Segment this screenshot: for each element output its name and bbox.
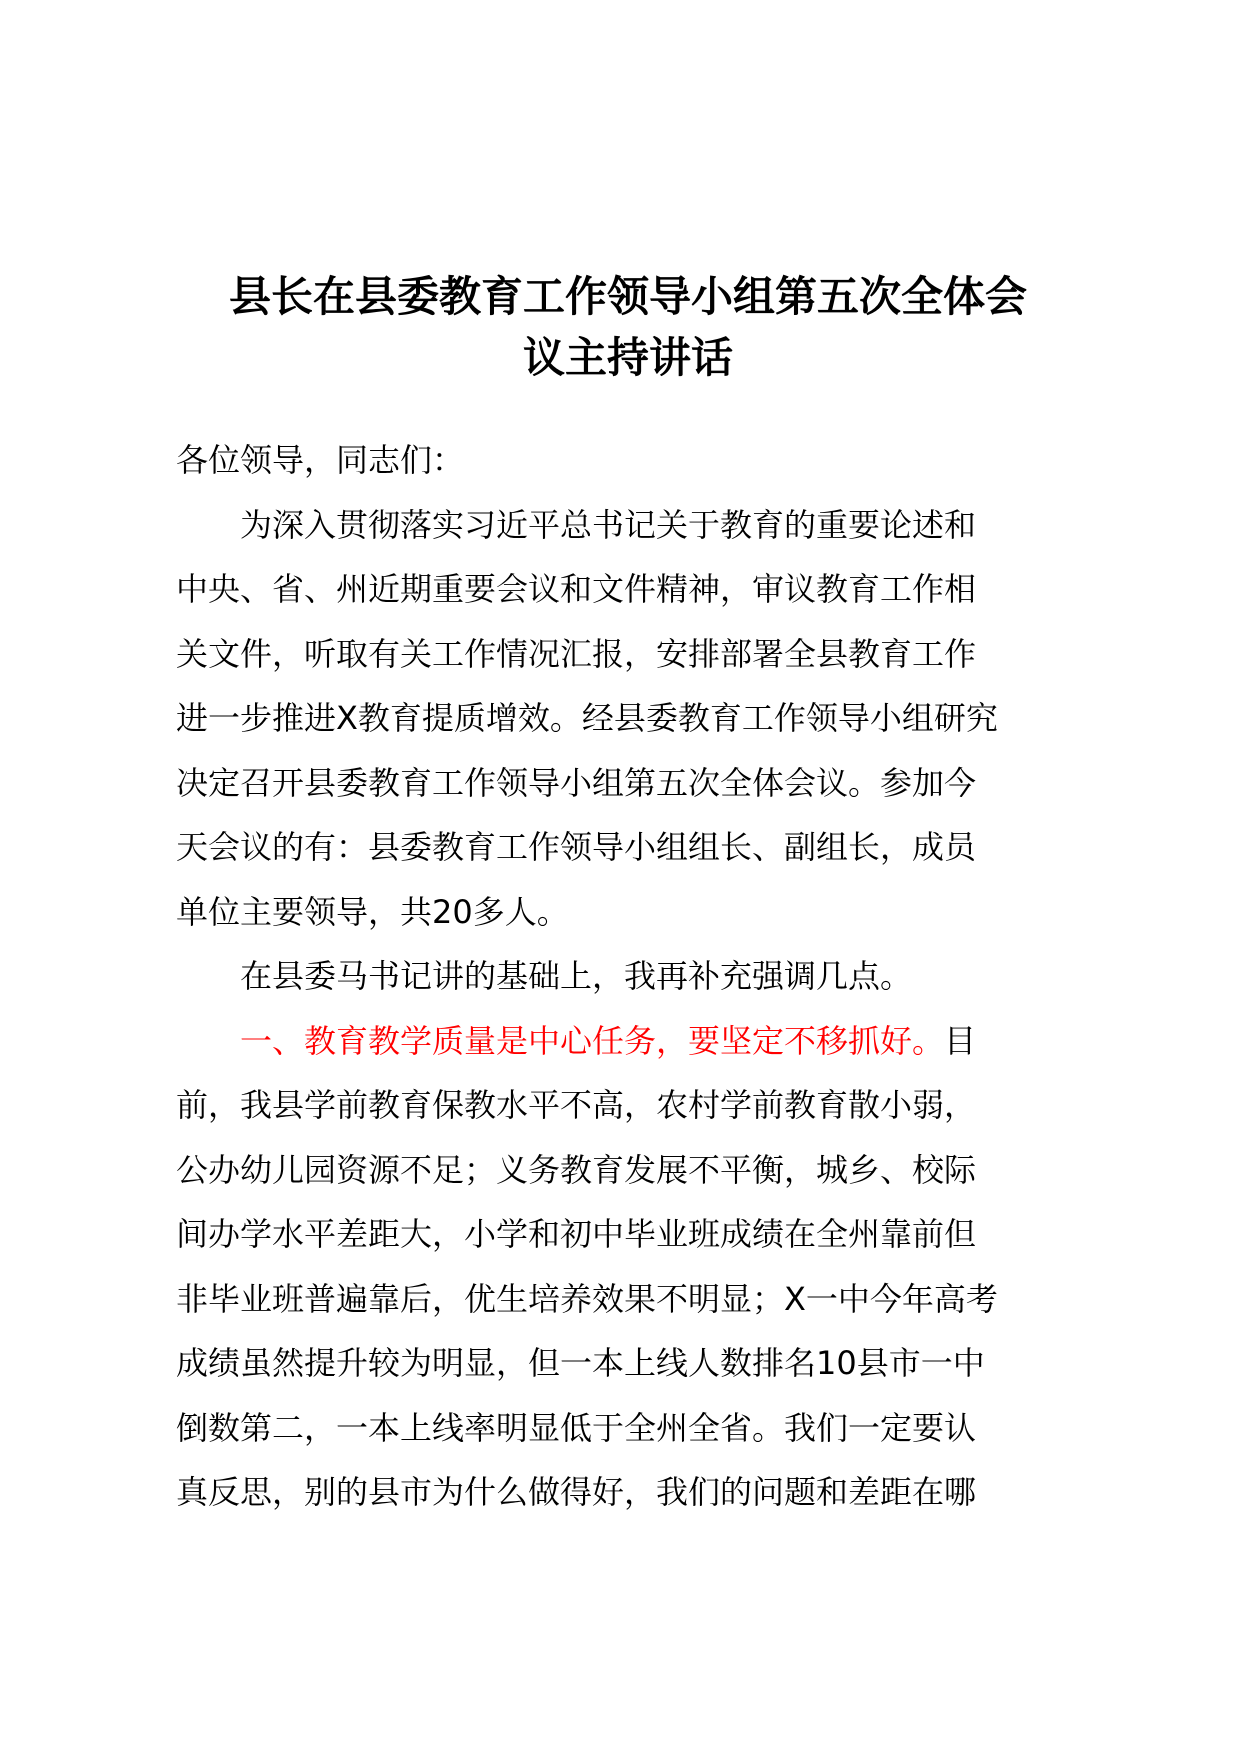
paragraph-3-line: 真反思，别的县市为什么做得好，我们的问题和差距在哪 — [176, 1473, 977, 1511]
paragraph-1-line: 单位主要领导，共20多人。 — [176, 892, 569, 931]
paragraph-1-line: 进一步推进X教育提质增效。经县委教育工作领导小组研究 — [176, 699, 998, 737]
paragraph-1-line: 天会议的有：县委教育工作领导小组组长、副组长，成员 — [176, 828, 977, 866]
paragraph-1-line: 决定召开县委教育工作领导小组第五次全体会议。参加今 — [176, 763, 977, 802]
paragraph-3-line: 间办学水平差距大，小学和初中毕业班成绩在全州靠前但 — [176, 1215, 977, 1253]
paragraph-3-line: 倒数第二，一本上线率明显低于全州全省。我们一定要认 — [176, 1408, 977, 1447]
paragraph-1-line: 为深入贯彻落实习近平总书记关于教育的重要论述和 — [240, 505, 977, 544]
paragraph-1-line: 中央、省、州近期重要会议和文件精神，审议教育工作相 — [176, 570, 977, 608]
salutation: 各位领导，同志们： — [176, 441, 465, 479]
paragraph-3-line: 非毕业班普遍靠后，优生培养效果不明显；X一中今年高考 — [176, 1279, 998, 1318]
section-heading-1: 一、教育教学质量是中心任务，要坚定不移抓好。 — [240, 1021, 945, 1060]
paragraph-3-line: 前，我县学前教育保教水平不高，农村学前教育散小弱， — [176, 1086, 977, 1124]
document-body — [176, 428, 1116, 1525]
paragraph-3-line: 公办幼儿园资源不足；义务教育发展不平衡，城乡、校际 — [176, 1150, 977, 1189]
paragraph-2: 在县委马书记讲的基础上，我再补充强调几点。 — [240, 957, 913, 995]
title-line-2: 议主持讲话 — [522, 333, 733, 382]
paragraph-1-line: 关文件，听取有关工作情况汇报，安排部署全县教育工作 — [176, 634, 977, 673]
document-title — [160, 266, 1096, 388]
title-line-1: 县长在县委教育工作领导小组第五次全体会 — [228, 272, 1027, 321]
paragraph-3-first-tail: 目 — [944, 1021, 977, 1060]
paragraph-3-line: 成绩虽然提升较为明显，但一本上线人数排名10县市一中 — [176, 1344, 985, 1382]
paragraph-3-first-line — [176, 1009, 1116, 1074]
